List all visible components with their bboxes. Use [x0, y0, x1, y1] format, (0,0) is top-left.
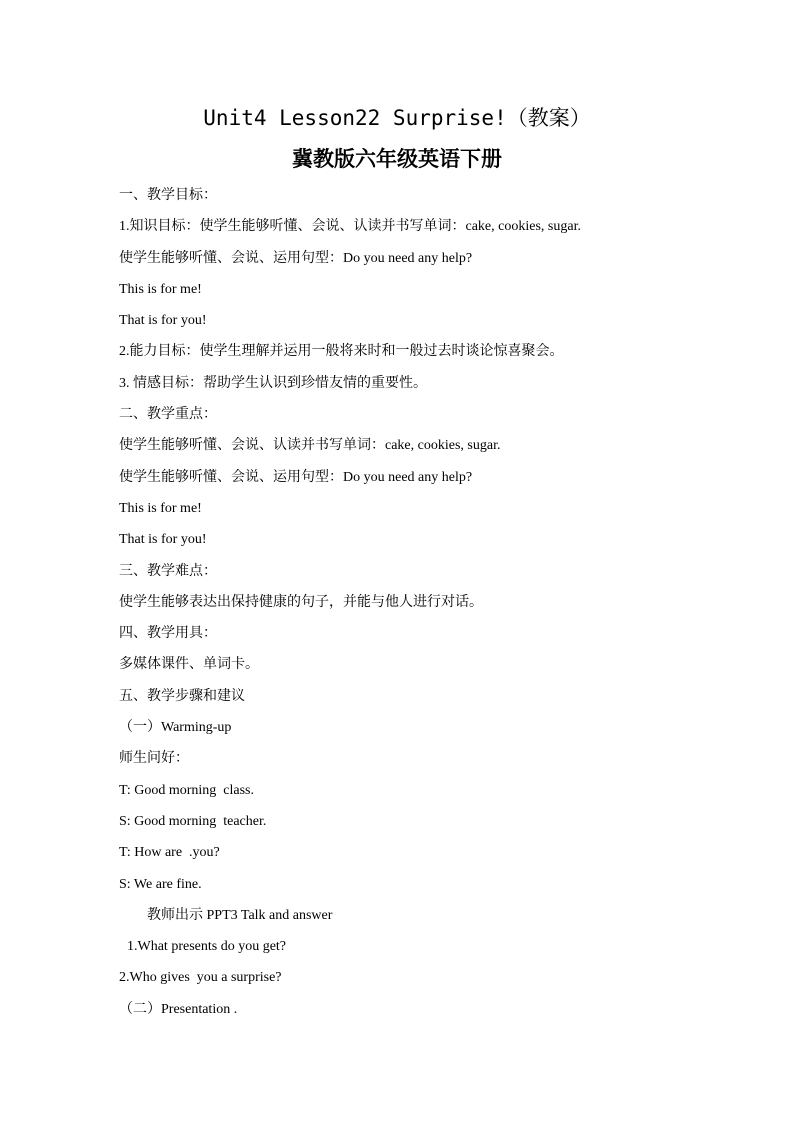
- paragraph-line: This is for me!: [119, 281, 202, 297]
- paragraph-line: 1.知识目标：使学生能够听懂、会说、认读并书写单词：cake, cookies, sugar.: [119, 219, 581, 235]
- paragraph-line: 师生问好：: [119, 751, 189, 767]
- dialogue-line: T: How are .you?: [119, 845, 220, 861]
- subsection-heading: （一）Warming-up: [119, 720, 232, 736]
- paragraph-line: This is for me!: [119, 500, 202, 516]
- section-heading: 二、教学重点：: [119, 407, 217, 423]
- paragraph-line: 使学生能够听懂、会说、运用句型：Do you need any help?: [119, 469, 473, 485]
- dialogue-line: T: Good morning class.: [119, 782, 255, 798]
- paragraph-line: 教师出示 PPT3 Talk and answer: [147, 907, 333, 923]
- paragraph-line: 2.能力目标：使学生理解并运用一般将来时和一般过去时谈论惊喜聚会。: [119, 344, 564, 360]
- paragraph-line: That is for you!: [119, 532, 207, 548]
- paragraph-line: 使学生能够表达出保持健康的句子，并能与他人进行对话。: [119, 594, 483, 610]
- paragraph-line: 使学生能够听懂、会说、运用句型：Do you need any help?: [119, 250, 473, 266]
- section-heading: 四、教学用具：: [119, 626, 217, 642]
- document-title: Unit4 Lesson22 Surprise!（教案）: [203, 106, 591, 130]
- section-heading: 三、教学难点：: [119, 563, 217, 579]
- question-line: 1.What presents do you get?: [127, 939, 287, 955]
- section-heading: 一、教学目标：: [119, 188, 217, 203]
- document-body: [119, 180, 739, 1025]
- dialogue-line: S: We are fine.: [119, 876, 202, 892]
- dialogue-line: S: Good morning teacher.: [119, 813, 267, 829]
- question-line: 2.Who gives you a surprise?: [119, 970, 282, 986]
- paragraph-line: 使学生能够听懂、会说、认读并书写单词：cake, cookies, sugar.: [119, 438, 501, 454]
- paragraph-line: That is for you!: [119, 313, 207, 329]
- document-subtitle: 冀教版六年级英语下册: [292, 146, 502, 171]
- section-heading: 五、教学步骤和建议: [119, 688, 245, 704]
- subsection-heading: （二）Presentation .: [119, 1001, 238, 1017]
- paragraph-line: 多媒体课件、单词卡。: [119, 657, 259, 673]
- paragraph-line: 3. 情感目标：帮助学生认识到珍惜友情的重要性。: [119, 375, 427, 391]
